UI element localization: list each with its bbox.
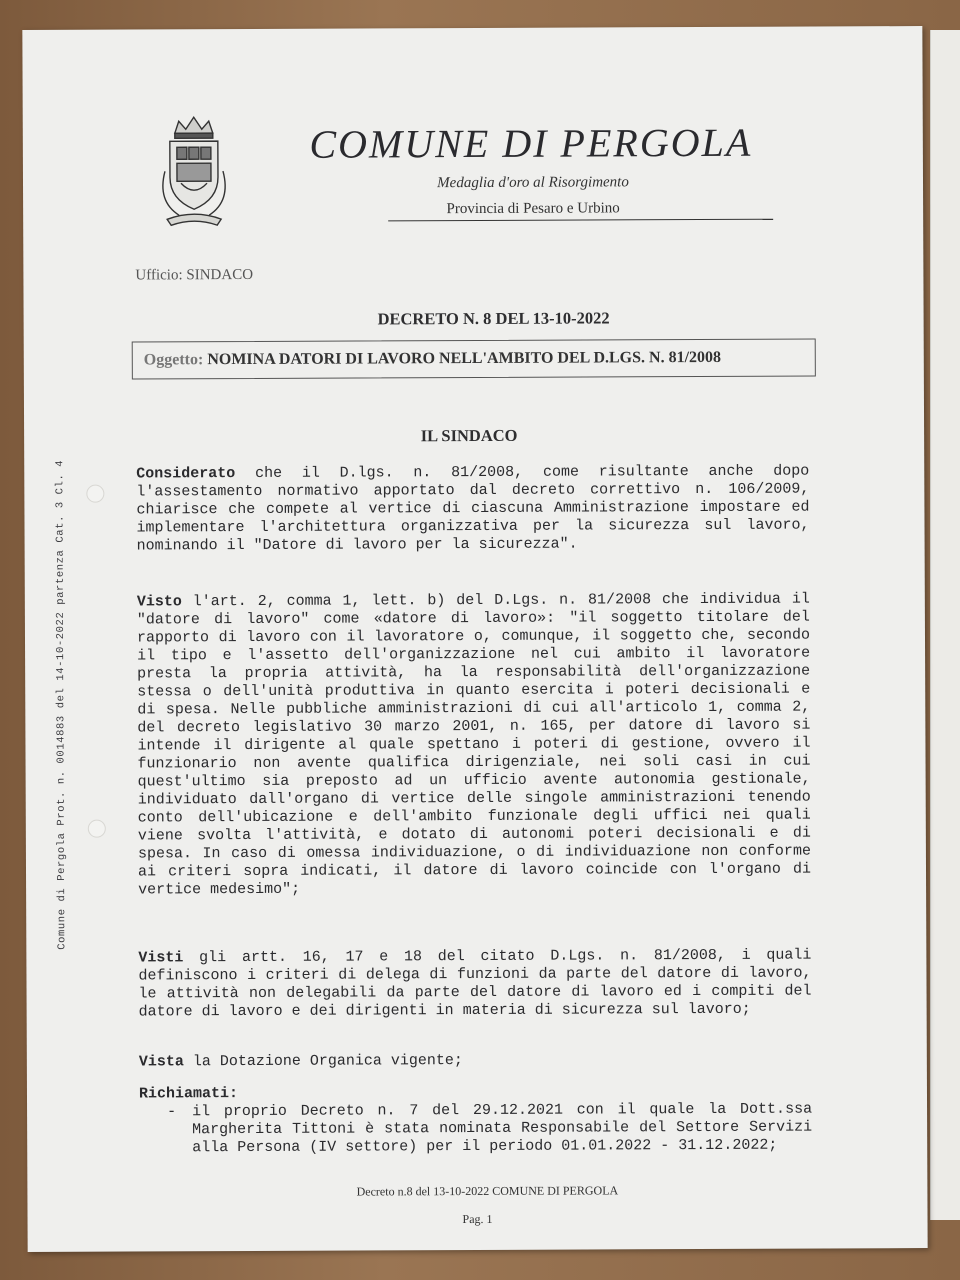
municipality-title: COMUNE DI PERGOLA <box>309 119 753 167</box>
municipality-subtitle: Medaglia d'oro al Risorgimento <box>437 174 629 192</box>
punch-hole-bottom <box>88 820 106 838</box>
paragraph-visto <box>137 591 811 900</box>
paragraph-text: l'art. 2, comma 1, lett. b) del D.Lgs. n. 81/2008 che individua il "datore di lavoro" come «datore di lavoro»: "il soggetto titolare del rapporto di lavoro con il lavoratore o, comunque, il soggetto che, secondo il tipo e l'assetto dell'organizzazione nel cui ambito il lavoratore presta la propria attività, ha la responsabilità dell'organizzazione stessa o dell'unità produttiva in quanto esercita i poteri decisionali e di spesa. Nelle pubbliche amministrazioni di cui all'articolo 1, comma 2, del decreto legislativo 30 marzo 2001, n. 165, per datore di lavoro si intende il dirigente al quale spettano i poteri di gestione, ovvero il funzionario non avente qualifica dirigenziale, nei soli casi in cui quest'ultimo sia preposto ad un ufficio avente autonomia gestionale, individuato dall'organo di vertice delle singole amministrazioni tenendo conto dell'ubicazione e dell'ambito funzionale degli uffici nei quali viene svolta l'attività, e dotato di autonomi poteri decisionali e di spesa. In caso di omessa individuazione, o di individuazione non conforme ai criteri sopra indicati, il datore di lavoro coincide con l'organo di vertice medesimo"; <box>136 590 812 899</box>
province-line: Provincia di Pesaro e Urbino <box>446 200 620 218</box>
page-footer: Decreto n.8 del 13-10-2022 COMUNE DI PERGOLA <box>356 1183 619 1199</box>
paragraph-text: la Dotazione Organica vigente; <box>183 1052 463 1071</box>
protocol-stamp-text: Comune di Pergola Prot. n. 0014883 del 14-10-2022 partenza Cat. 3 Cl. 4 <box>54 459 69 950</box>
paragraph-lead: Vista <box>138 1053 184 1071</box>
punch-hole-top <box>86 485 104 503</box>
header-rule <box>388 219 773 222</box>
coat-of-arms-icon <box>153 111 236 227</box>
document-page <box>22 26 927 1252</box>
paragraph-text: gli artt. 16, 17 e 18 del citato D.Lgs. n. 81/2008, i quali definiscono i criteri di delega di funzioni da parte del datore di lavoro, le attività non delegabili da parte del datore di lavoro ed i compiti del datore di lavoro e dei dirigenti in materia di sicurezza sul lavoro; <box>138 946 812 1021</box>
subject-label: Oggetto: <box>143 351 204 369</box>
subject-text: NOMINA DATORI DI LAVORO NELL'AMBITO DEL D.LGS. N. 81/2008 <box>207 348 722 369</box>
paragraph-considerato <box>136 463 809 556</box>
paragraph-lead: Visto <box>136 593 182 611</box>
paragraph-vista <box>139 1051 812 1072</box>
paragraph-visti <box>138 947 811 1022</box>
decree-title: DECRETO N. 8 DEL 13-10-2022 <box>377 308 610 329</box>
office-label: Ufficio: SINDACO <box>135 266 254 284</box>
paragraph-lead: Considerato <box>136 465 236 483</box>
protocol-stamp <box>54 460 72 950</box>
richiamati-label-text: Richiamati: <box>138 1085 239 1103</box>
list-item <box>192 1101 812 1158</box>
list-item-text: il proprio Decreto n. 7 del 29.12.2021 con il quale la Dott.ssa Margherita Tittoni è stata nominata Responsabile del Settore Servizi alla Persona (IV settore) per il periodo 01.01.2022 - 31.12.2022; <box>192 1100 813 1157</box>
list-bullet: - <box>167 1103 177 1121</box>
section-heading: IL SINDACO <box>420 425 518 446</box>
subject-line <box>144 349 814 370</box>
paragraph-text: che il D.lgs. n. 81/2008, come risultante anche dopo l'assestamento normativo apportato dal decreto correttivo n. 106/2009, chiarisce che compete al vertice di ciascuna Amministrazione impostare ed implementare l'architettura organizzativa per la sicurezza sul lavoro, nominando il "Datore di lavoro per la sicurezza". <box>136 462 810 555</box>
underlying-sheet <box>930 30 960 1220</box>
page-number: Pag. 1 <box>462 1211 493 1227</box>
paragraph-lead: Visti <box>138 949 184 967</box>
